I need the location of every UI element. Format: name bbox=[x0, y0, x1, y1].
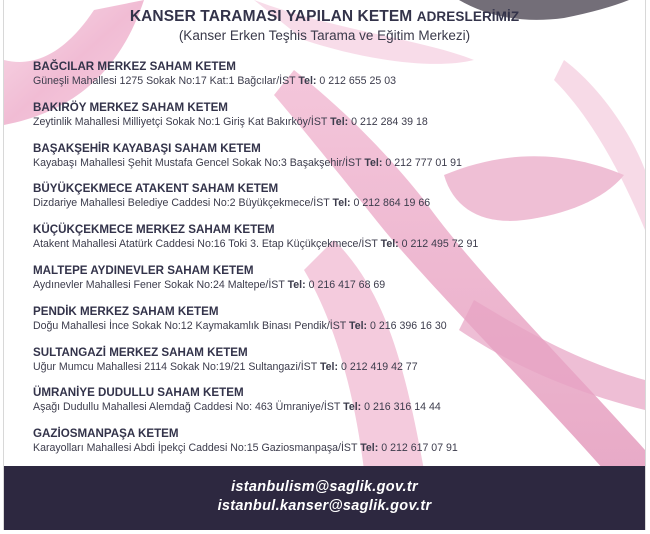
tel-label: Tel: bbox=[330, 115, 349, 128]
page-subtitle: (Kanser Erken Teşhis Tarama ve Eğitim Merkezi) bbox=[178, 28, 471, 43]
center-address: Dizdariye Mahallesi Belediye Caddesi No:2 Büyükçekmece/İST bbox=[33, 197, 330, 210]
title-suffix: ADRESLERİMİZ bbox=[416, 9, 520, 24]
tel-label: Tel: bbox=[380, 238, 399, 251]
center-address-line bbox=[33, 237, 633, 251]
center-phone: 0 212 617 07 91 bbox=[381, 442, 458, 455]
center-address-line bbox=[33, 278, 633, 292]
tel-label: Tel: bbox=[343, 401, 362, 414]
center-phone: 0 212 284 39 18 bbox=[351, 115, 428, 128]
center-entry bbox=[33, 304, 633, 345]
center-phone: 0 216 417 68 69 bbox=[308, 278, 386, 291]
email-link-2[interactable]: istanbul.kanser@saglik.gov.tr bbox=[217, 498, 432, 514]
email-link-1[interactable]: istanbulism@saglik.gov.tr bbox=[231, 479, 418, 495]
title-main: KANSER TARAMASI YAPILAN KETEM bbox=[129, 8, 413, 25]
center-name: MALTEPE AYDINEVLER SAHAM KETEM bbox=[33, 263, 254, 277]
contact-footer bbox=[4, 466, 645, 530]
center-phone: 0 212 495 72 91 bbox=[401, 238, 479, 251]
center-address-line bbox=[33, 319, 633, 333]
center-address-line bbox=[33, 400, 633, 414]
tel-label: Tel: bbox=[332, 197, 351, 210]
center-name: BAŞAKŞEHİR KAYABAŞI SAHAM KETEM bbox=[33, 141, 261, 155]
tel-label: Tel: bbox=[319, 360, 339, 373]
center-entry bbox=[33, 345, 633, 386]
center-address-line bbox=[33, 196, 633, 210]
center-phone: 0 212 655 25 03 bbox=[319, 75, 397, 87]
center-entry bbox=[33, 263, 633, 304]
center-name: KÜÇÜKÇEKMECE MERKEZ SAHAM KETEM bbox=[33, 223, 275, 237]
center-address-line bbox=[33, 156, 633, 170]
center-entry bbox=[33, 100, 633, 141]
tel-label: Tel: bbox=[349, 319, 368, 332]
center-phone: 0 212 864 19 66 bbox=[353, 197, 431, 210]
center-name: SULTANGAZİ MERKEZ SAHAM KETEM bbox=[33, 345, 248, 359]
tel-label: Tel: bbox=[360, 442, 379, 455]
center-name: BÜYÜKÇEKMECE ATAKENT SAHAM KETEM bbox=[33, 182, 279, 196]
center-entry bbox=[33, 181, 633, 222]
center-address: Güneşli Mahallesi 1275 Sokak No:17 Kat:1 Bağcılar/İST bbox=[33, 75, 296, 87]
center-entry bbox=[33, 59, 633, 100]
center-phone: 0 216 396 16 30 bbox=[370, 319, 447, 332]
center-address: Uğur Mumcu Mahallesi 2114 Sokak No:19/21 Sultangazi/İST bbox=[33, 360, 318, 373]
tel-label: Tel: bbox=[364, 156, 383, 169]
center-phone: 0 212 419 42 77 bbox=[341, 360, 418, 373]
center-address-line bbox=[33, 74, 633, 88]
center-name: PENDİK MERKEZ SAHAM KETEM bbox=[33, 304, 219, 318]
center-address-line bbox=[33, 115, 633, 129]
center-address: Zeytinlik Mahallesi Milliyetçi Sokak No:1 Giriş Kat Bakırköy/İST bbox=[33, 115, 328, 128]
tel-label: Tel: bbox=[287, 278, 306, 291]
center-address: Aydınevler Mahallesi Fener Sokak No:24 Maltepe/İST bbox=[33, 278, 285, 291]
center-address: Atakent Mahallesi Atatürk Caddesi No:16 Toki 3. Etap Küçükçekmece/İST bbox=[33, 238, 378, 251]
center-name: GAZİOSMANPAŞA KETEM bbox=[33, 427, 179, 441]
center-name: ÜMRANİYE DUDULLU SAHAM KETEM bbox=[33, 386, 244, 400]
center-phone: 0 212 777 01 91 bbox=[385, 156, 462, 169]
center-address-line bbox=[33, 441, 633, 455]
center-entry bbox=[33, 141, 633, 182]
center-phone: 0 216 316 14 44 bbox=[364, 401, 441, 414]
center-name: BAĞCILAR MERKEZ SAHAM KETEM bbox=[33, 60, 236, 73]
tel-label: Tel: bbox=[298, 75, 317, 87]
page-title bbox=[4, 8, 645, 26]
center-address: Kayabaşı Mahallesi Şehit Mustafa Gencel Sokak No:3 Başakşehir/İST bbox=[33, 156, 362, 169]
center-entry bbox=[33, 426, 633, 467]
center-address: Doğu Mahallesi İnce Sokak No:12 Kaymakamlık Binası Pendik/İST bbox=[33, 319, 347, 332]
center-entry bbox=[33, 385, 633, 426]
center-address: Karayolları Mahallesi Abdi İpekçi Caddesi No:15 Gaziosmanpaşa/İST bbox=[33, 442, 358, 455]
center-name: BAKIRÖY MERKEZ SAHAM KETEM bbox=[33, 100, 228, 114]
center-address: Aşağı Dudullu Mahallesi Alemdağ Caddesi No: 463 Ümraniye/İST bbox=[33, 401, 341, 414]
center-entry bbox=[33, 222, 633, 263]
center-list bbox=[33, 59, 633, 467]
poster bbox=[3, 0, 646, 530]
center-address-line bbox=[33, 360, 633, 374]
